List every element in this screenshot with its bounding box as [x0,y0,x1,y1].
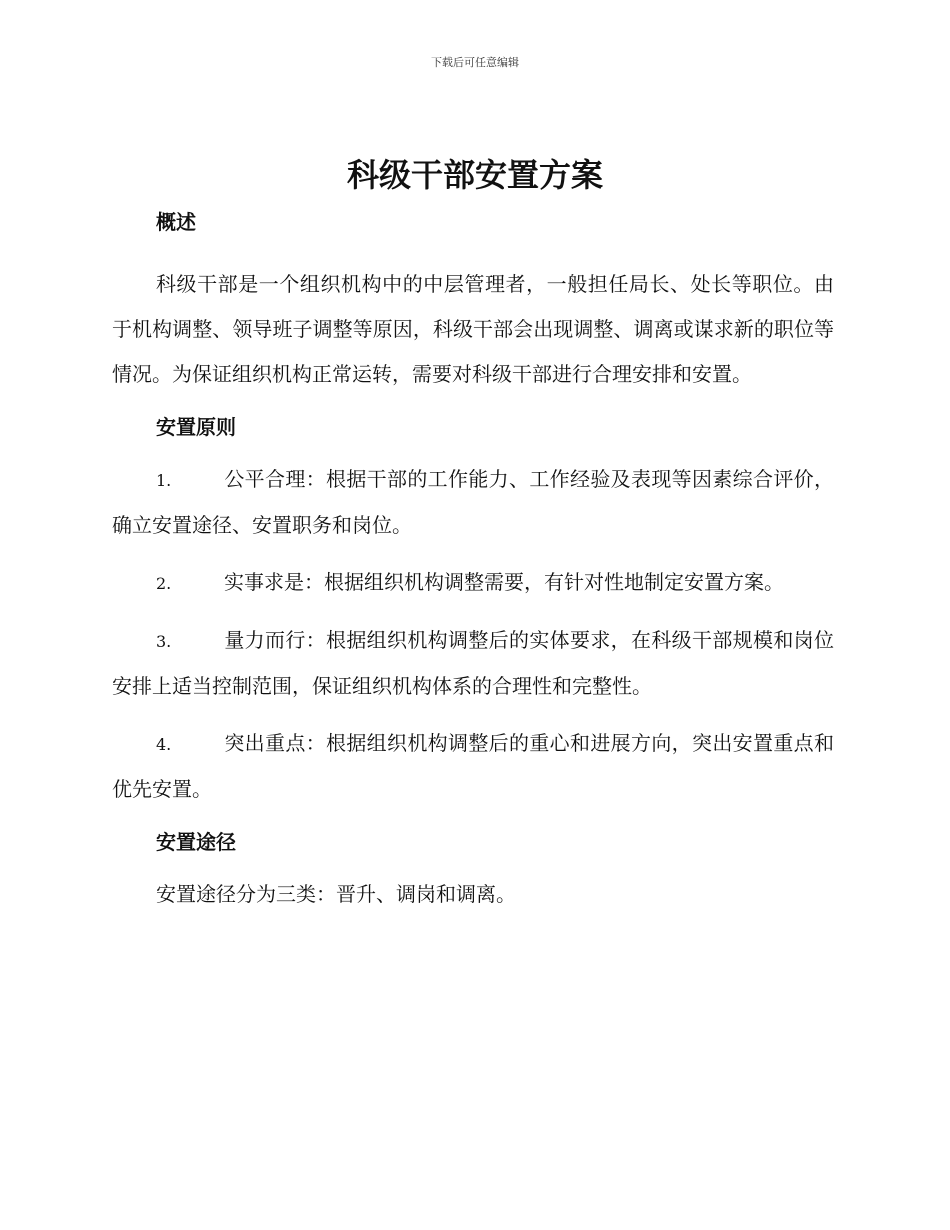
section-heading-overview: 概述 [156,210,196,234]
item-text: 突出重点：根据组织机构调整后的重心和进展方向，突出安置重点和优先安置。 [112,731,834,801]
page-title: 科级干部安置方案 [346,156,603,194]
principle-item-2 [112,560,834,606]
principle-item-1 [112,457,834,548]
item-text: 公平合理：根据干部的工作能力、工作经验及表现等因素综合评价，确立安置途径、安置职务和岗位。 [112,467,834,537]
principle-item-4 [112,721,834,812]
document-body [112,204,834,917]
section-heading-principles: 安置原则 [156,415,236,439]
item-number: 1. [156,471,172,490]
item-text: 实事求是：根据组织机构调整需要，有针对性地制定安置方案。 [224,570,784,594]
item-number: 2. [156,574,172,593]
item-number: 4. [156,735,172,754]
item-number: 3. [156,632,172,651]
item-text: 量力而行：根据组织机构调整后的实体要求，在科级干部规模和岗位安排上适当控制范围，保证组织机构体系的合理性和完整性。 [112,628,834,698]
principle-item-3 [112,618,834,709]
overview-paragraph: 科级干部是一个组织机构中的中层管理者，一般担任局长、处长等职位。由于机构调整、领导班子调整等原因，科级干部会出现调整、调离或谋求新的职位等情况。为保证组织机构正常运转，需要对科级干部进行合理安排和安置。 [112,272,834,386]
paths-paragraph: 安置途径分为三类：晋升、调岗和调离。 [156,882,516,906]
header-note: 下载后可任意编辑 [431,56,519,69]
section-heading-paths: 安置途径 [156,830,236,854]
